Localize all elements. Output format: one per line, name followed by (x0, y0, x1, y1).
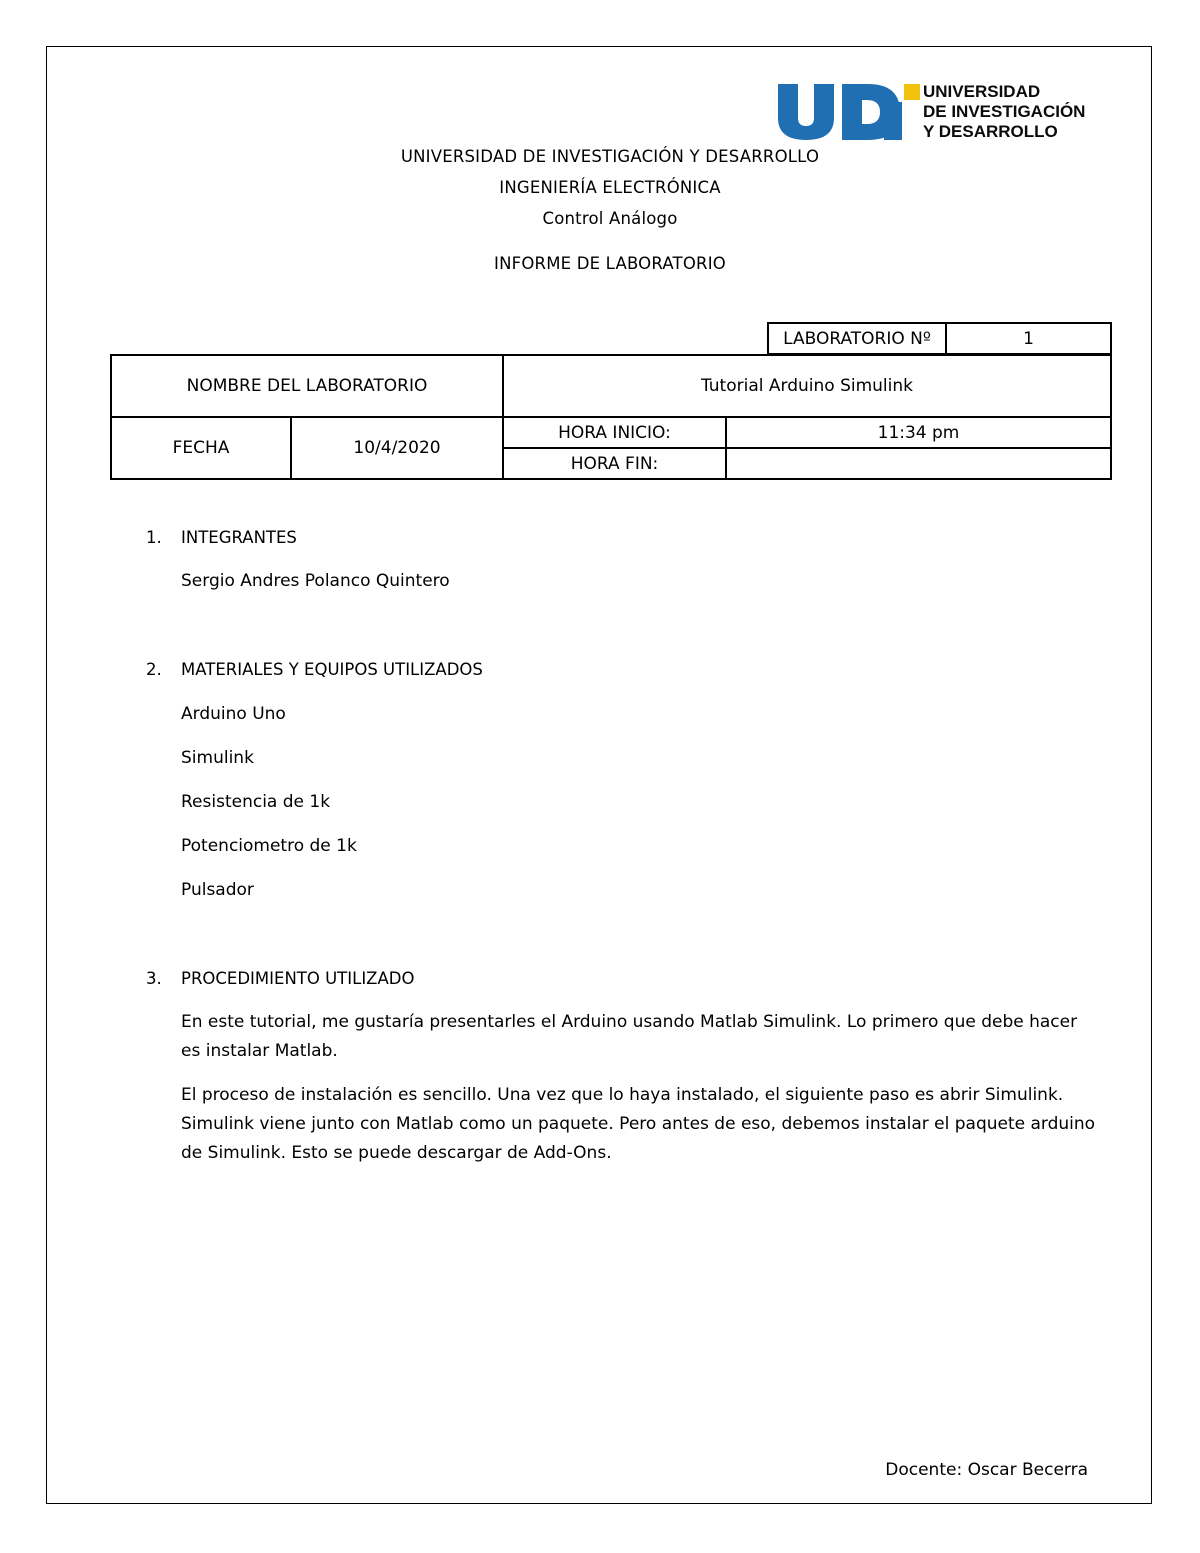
end-time-value (726, 448, 1111, 479)
lab-name-value: Tutorial Arduino Simulink (503, 355, 1111, 417)
procedure-paragraph: En este tutorial, me gustaría presentarles el Arduino usando Matlab Simulink. Lo primero que debe hacer es instalar Matlab. (181, 1012, 1078, 1061)
start-time-value: 11:34 pm (726, 417, 1111, 448)
section-number: 2. (146, 660, 162, 679)
course-title: Control Análogo (542, 209, 678, 228)
lab-number-label: LABORATORIO Nº (768, 323, 946, 354)
procedure-body (181, 1008, 1101, 1168)
logo-text (923, 82, 1085, 142)
material-item: Simulink (181, 748, 254, 768)
lab-number-table (767, 322, 1112, 355)
end-time-label: HORA FIN: (503, 448, 726, 479)
logo-text-line: Y DESARROLLO (923, 122, 1058, 141)
logo-letter-u (778, 84, 834, 140)
logo-text-line: UNIVERSIDAD (923, 82, 1041, 101)
lab-name-label: NOMBRE DEL LABORATORIO (111, 355, 503, 417)
material-item: Arduino Uno (181, 704, 286, 724)
logo-letter-i (884, 102, 902, 140)
procedure-paragraph: El proceso de instalación es sencillo. Una vez que lo haya instalado, el siguiente paso es abrir Simulink. Simulink viene junto con Matlab como un paquete. Pero antes de eso, debemos instalar el paquete arduino de Simulink. Esto se puede descargar de Add-Ons. (181, 1085, 1096, 1163)
section-title-procedimiento: PROCEDIMIENTO UTILIZADO (181, 969, 415, 988)
program-title: INGENIERÍA ELECTRÓNICA (499, 178, 721, 197)
member-name: Sergio Andres Polanco Quintero (181, 571, 450, 591)
section-number: 3. (146, 969, 162, 988)
section-title-materiales: MATERIALES Y EQUIPOS UTILIZADOS (181, 660, 483, 679)
report-type: INFORME DE LABORATORIO (494, 254, 726, 273)
lab-number-value: 1 (946, 323, 1111, 354)
date-label: FECHA (111, 417, 291, 479)
logo-square (904, 84, 920, 100)
material-item: Pulsador (181, 880, 254, 900)
date-value: 10/4/2020 (291, 417, 503, 479)
lab-info-table (110, 354, 1112, 480)
material-item: Potenciometro de 1k (181, 836, 357, 856)
start-time-label: HORA INICIO: (503, 417, 726, 448)
logo-text-line: DE INVESTIGACIÓN (923, 102, 1086, 121)
section-title-integrantes: INTEGRANTES (181, 528, 297, 547)
section-number: 1. (146, 528, 162, 547)
teacher-name: Docente: Oscar Becerra (885, 1460, 1088, 1480)
university-title: UNIVERSIDAD DE INVESTIGACIÓN Y DESARROLLO (400, 147, 820, 166)
material-item: Resistencia de 1k (181, 792, 331, 812)
